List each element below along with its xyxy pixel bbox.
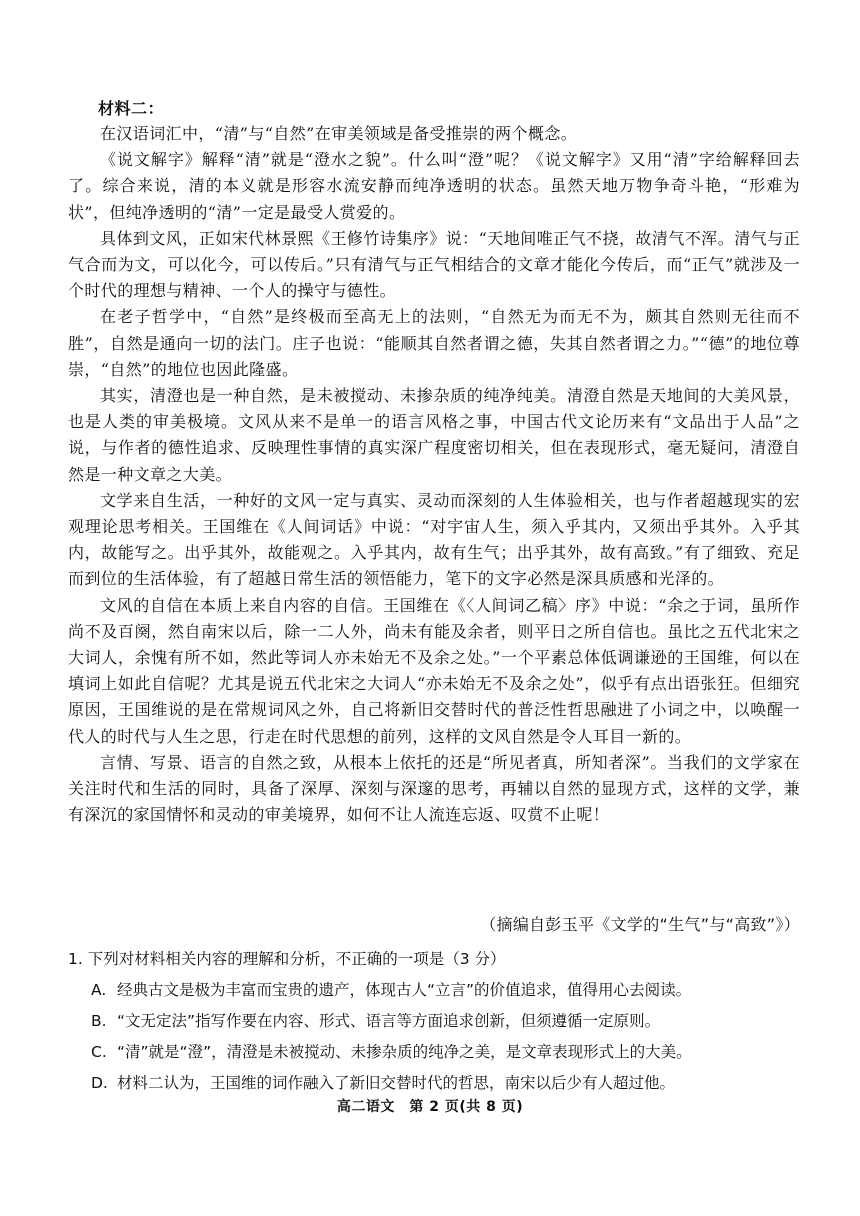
option-b [68, 1006, 808, 1037]
question-stem: 1. 下列对材料相关内容的理解和分析，不正确的一项是（3 分） [68, 950, 506, 968]
option-d [68, 1068, 808, 1099]
paragraph: 在汉语词汇中，“清”与“自然”在审美领域是备受推崇的两个概念。 [100, 124, 578, 143]
material-body [68, 121, 800, 828]
option-letter: C. [91, 1043, 107, 1061]
option-text: “文无定法”指写作要在内容、形式、语言等方面追求创新，但须遵循一定原则。 [117, 1012, 661, 1030]
page-footer: 高二语文 第 2 页(共 8 页) [336, 1099, 524, 1115]
paragraph: 其实，清澄也是一种自然，是未被搅动、未掺杂质的纯净纯美。清澄自然是天地间的大美风景，也是人类的审美极境。文风从来不是单一的语言风格之事，中国古代文论历来有“文品出于人品”之说，与作者的德性追求、反映理性事情的真实深广程度密切相关，但在表现形式，毫无疑问，清澄自然是一种文章之大美。 [68, 386, 800, 484]
paragraph: 在老子哲学中，“自然”是终极而至高无上的法则，“自然无为而无不为，颇其自然则无往而不胜”，自然是通向一切的法门。庄子也说：“能顺其自然者谓之德，失其自然者谓之力。”“德”的地位尊崇，“自然”的地位也因此隆盛。 [68, 307, 800, 379]
option-text: “清”就是“澄”，清澄是未被搅动、未掺杂质的纯净之美，是文章表现形式上的大美。 [117, 1043, 692, 1061]
option-c [68, 1037, 808, 1068]
paragraph: 《说文解字》解释“清”就是“澄水之貌”。什么叫“澄”呢？《说文解字》又用“清”字给解释回去了。综合来说，清的本义就是形容水流安静而纯净透明的状态。虽然天地万物争奇斗艳，“形难为状”，但纯净透明的“清”一定是最受人赏爱的。 [68, 150, 800, 222]
option-text: 经典古文是极为丰富而宝贵的遗产，体现古人“立言”的价值追求，值得用心去阅读。 [117, 981, 692, 999]
paragraph: 文学来自生活，一种好的文风一定与真实、灵动而深刻的人生体验相关，也与作者超越现实的宏观理论思考相关。王国维在《人间词话》中说：“对宇宙人生，须入乎其内，又须出乎其外。入乎其内，故能写之。出乎其外，故能观之。入乎其内，故有生气；出乎其外，故有高致。”有了细致、充足而到位的生活体验，有了超越日常生活的领悟能力，笔下的文字必然是深具质感和光泽的。 [68, 490, 800, 589]
material-heading: 材料二： [98, 99, 165, 118]
option-letter: B. [91, 1012, 107, 1030]
option-letter: D. [91, 1074, 108, 1092]
source-citation: （摘编自彭玉平《文学的“生气”与“高致”》） [480, 915, 800, 934]
paragraph: 具体到文风，正如宋代林景熙《王修竹诗集序》说：“天地间唯正气不挠，故清气不浑。清气与正气合而为文，可以化今，可以传后。”只有清气与正气相结合的文章才能化今传后，而“正气”就涉及一个时代的理想与精神、一个人的操守与德性。 [68, 228, 800, 301]
option-a [68, 975, 808, 1006]
paragraph: 言情、写景、语言的自然之致，从根本上依托的还是“所见者真，所知者深”。当我们的文学家在关注时代和生活的同时，具备了深厚、深刻与深邃的思考，再辅以自然的显现方式，这样的文学，兼有深沉的家国情怀和灵动的审美境界，如何不让人流连忘返、叹赏不止呢！ [68, 752, 800, 825]
paragraph: 文风的自信在本质上来自内容的自信。王国维在《〈人间词乙稿〉序》中说：“余之于词，虽所作尚不及百阕，然自南宋以后，除一二人外，尚未有能及余者，则平日之所自信也。虽比之五代北宋之大词人，余愧有所不如，然此等词人亦未始无不及余之处。”一个平素总体低调谦逊的王国维，何以在填词上如此自信呢？尤其是说五代北宋之大词人“亦未始无不及余之处”，似乎有点出语张狂。但细究原因，王国维说的是在常规词风之外，自己将新旧交替时代的普泛性哲思融进了小词之中，以唤醒一代人的时代与人生之思，行走在时代思想的前列，这样的文风自然是令人耳目一新的。 [68, 595, 800, 746]
option-letter: A. [91, 981, 107, 999]
option-text: 材料二认为，王国维的词作融入了新旧交替时代的哲思，南宋以后少有人超过他。 [117, 1074, 676, 1092]
question-1 [68, 944, 808, 1099]
